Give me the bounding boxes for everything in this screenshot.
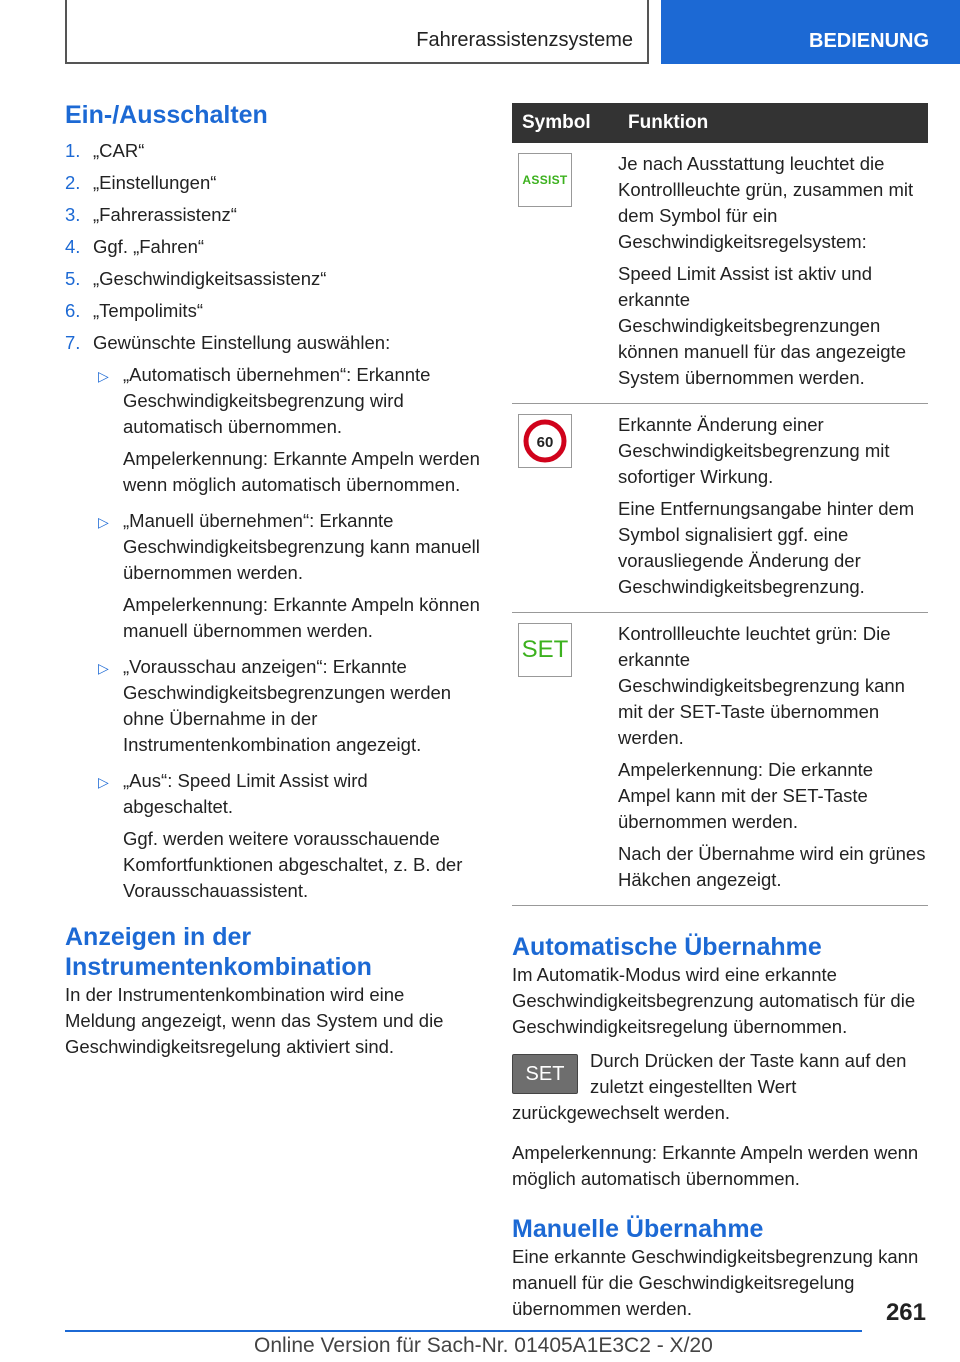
function-text: Erkannte Änderung einer Geschwindigkeitsbegrenzung mit sofortiger Wirkung. (618, 414, 890, 487)
section-header (65, 0, 649, 64)
step-text: „CAR“ (93, 140, 145, 161)
chapter-title: BEDIENUNG (809, 30, 930, 52)
step-text: Ggf. „Fahren“ (93, 236, 205, 257)
set-label: SET (521, 636, 569, 663)
step-item (65, 330, 480, 904)
triangle-bullet-icon: ▷ (98, 774, 109, 790)
option-text: „Vorausschau anzeigen“: Erkannte Geschwindigkeitsbegrenzungen werden ohne Übernahme in der Instrumentenkombination angezeigt. (123, 656, 452, 755)
page-number: 261 (885, 1299, 926, 1326)
step-number: 3. (65, 204, 81, 225)
heading-automatic: Automatische Übernahme (512, 933, 822, 961)
option-item (93, 508, 480, 644)
speed-limit-value: 60 (536, 434, 554, 451)
step-text: „Einstellungen“ (93, 172, 217, 193)
table-row (512, 143, 928, 404)
step-text: „Fahrerassistenz“ (93, 204, 237, 225)
set-button-icon: SET (512, 1054, 578, 1094)
function-cell (618, 404, 928, 613)
footer-divider (65, 1330, 862, 1332)
symbol-table (512, 103, 928, 906)
step-number: 1. (65, 140, 81, 161)
option-note: Ampelerkennung: Erkannte Ampeln werden wenn möglich automatisch übernommen. (123, 448, 480, 495)
step-number: 2. (65, 172, 81, 193)
option-text: „Automatisch übernehmen“: Erkannte Geschwindigkeitsbegrenzung wird automatisch übernommen. (123, 364, 431, 437)
function-text: Ampelerkennung: Die erkannte Ampel kann mit der SET-Taste übernommen werden. (618, 759, 874, 832)
heading-display: Anzeigen in der Instrumentenkombination (65, 923, 372, 981)
triangle-bullet-icon: ▷ (98, 660, 109, 676)
step-text: „Geschwindigkeitsassistenz“ (93, 268, 327, 289)
step-number: 5. (65, 268, 81, 289)
function-text: Eine Entfernungsangabe hinter dem Symbol signalisiert ggf. eine vorausliegende Änderung der Geschwindigkeitsbegrenzung. (618, 498, 915, 597)
step-number: 7. (65, 332, 81, 353)
table-row (512, 613, 928, 906)
set-button-block (512, 1048, 928, 1126)
option-note: Ggf. werden weitere vorausschauende Komfortfunktionen abgeschaltet, z. B. der Vorausschauassistent. (123, 828, 463, 901)
symbol-cell (512, 613, 618, 906)
function-cell (618, 143, 928, 404)
option-item (93, 654, 480, 758)
option-item (93, 362, 480, 498)
display-paragraph: In der Instrumentenkombination wird eine Meldung angezeigt, wenn das System und die Geschwindigkeitsregelung aktiviert sind. (65, 984, 444, 1057)
step-item (65, 170, 480, 196)
speed-limit-sign-icon (518, 414, 572, 468)
triangle-bullet-icon: ▷ (98, 514, 109, 530)
speed-limit-sign-graphic (523, 419, 567, 463)
function-text: Je nach Ausstattung leuchtet die Kontrollleuchte grün, zusammen mit dem Symbol für ein Geschwindigkeitsregelsystem: (618, 153, 914, 252)
step-item (65, 202, 480, 228)
option-note: Ampelerkennung: Erkannte Ampeln können manuell übernommen werden. (123, 594, 480, 641)
section-title: Fahrerassistenzsysteme (416, 29, 633, 51)
steps-list (65, 138, 480, 904)
heading-on-off: Ein-/Ausschalten (65, 101, 268, 129)
step-item (65, 138, 480, 164)
step-text: Gewünschte Einstellung auswählen: (93, 332, 391, 353)
left-column (65, 100, 480, 1060)
manual-paragraph: Eine erkannte Geschwindigkeitsbegrenzung kann manuell für die Geschwindigkeitsregelung übernommen werden. (512, 1246, 919, 1319)
set-button-paragraph: Durch Drücken der Taste kann auf den zuletzt eingestellten Wert zurückgewechselt werden. (512, 1050, 907, 1123)
right-column (512, 103, 928, 1322)
table-header-row (512, 103, 928, 143)
automatic-paragraph: Im Automatik-Modus wird eine erkannte Geschwindigkeitsbegrenzung automatisch für die Geschwindigkeitsregelung übernommen. (512, 964, 916, 1037)
heading-manual: Manuelle Übernahme (512, 1215, 764, 1243)
symbol-cell (512, 404, 618, 613)
assist-indicator-icon (518, 153, 572, 207)
triangle-bullet-icon: ▷ (98, 368, 109, 384)
option-text: „Aus“: Speed Limit Assist wird abgeschaltet. (123, 770, 368, 817)
table-row (512, 404, 928, 613)
col-function-header: Funktion (618, 103, 928, 143)
options-list (93, 362, 480, 904)
option-text: „Manuell übernehmen“: Erkannte Geschwindigkeitsbegrenzung kann manuell übernommen werden. (123, 510, 480, 583)
col-symbol-header: Symbol (512, 103, 618, 143)
step-item (65, 234, 480, 260)
step-number: 6. (65, 300, 81, 321)
function-text: Kontrollleuchte leuchtet grün: Die erkannte Geschwindigkeitsbegrenzung kann mit der SET-Taste übernommen werden. (618, 623, 905, 748)
step-item (65, 298, 480, 324)
traffic-light-paragraph: Ampelerkennung: Erkannte Ampeln werden wenn möglich automatisch übernommen. (512, 1142, 919, 1189)
assist-label: ASSIST (522, 173, 568, 187)
footer-version-text: Online Version für Sach-Nr. 01405A1E3C2 - X/20 (254, 1334, 713, 1357)
chapter-tab (661, 0, 960, 64)
symbol-cell (512, 143, 618, 404)
step-item (65, 266, 480, 292)
set-indicator-icon (518, 623, 572, 677)
option-item (93, 768, 480, 904)
function-cell (618, 613, 928, 906)
function-text: Nach der Übernahme wird ein grünes Häkchen angezeigt. (618, 843, 926, 890)
function-text: Speed Limit Assist ist aktiv und erkannte Geschwindigkeitsbegrenzungen können manuell für das angezeigte System übernommen werden. (618, 263, 906, 388)
step-text: „Tempolimits“ (93, 300, 203, 321)
step-number: 4. (65, 236, 81, 257)
